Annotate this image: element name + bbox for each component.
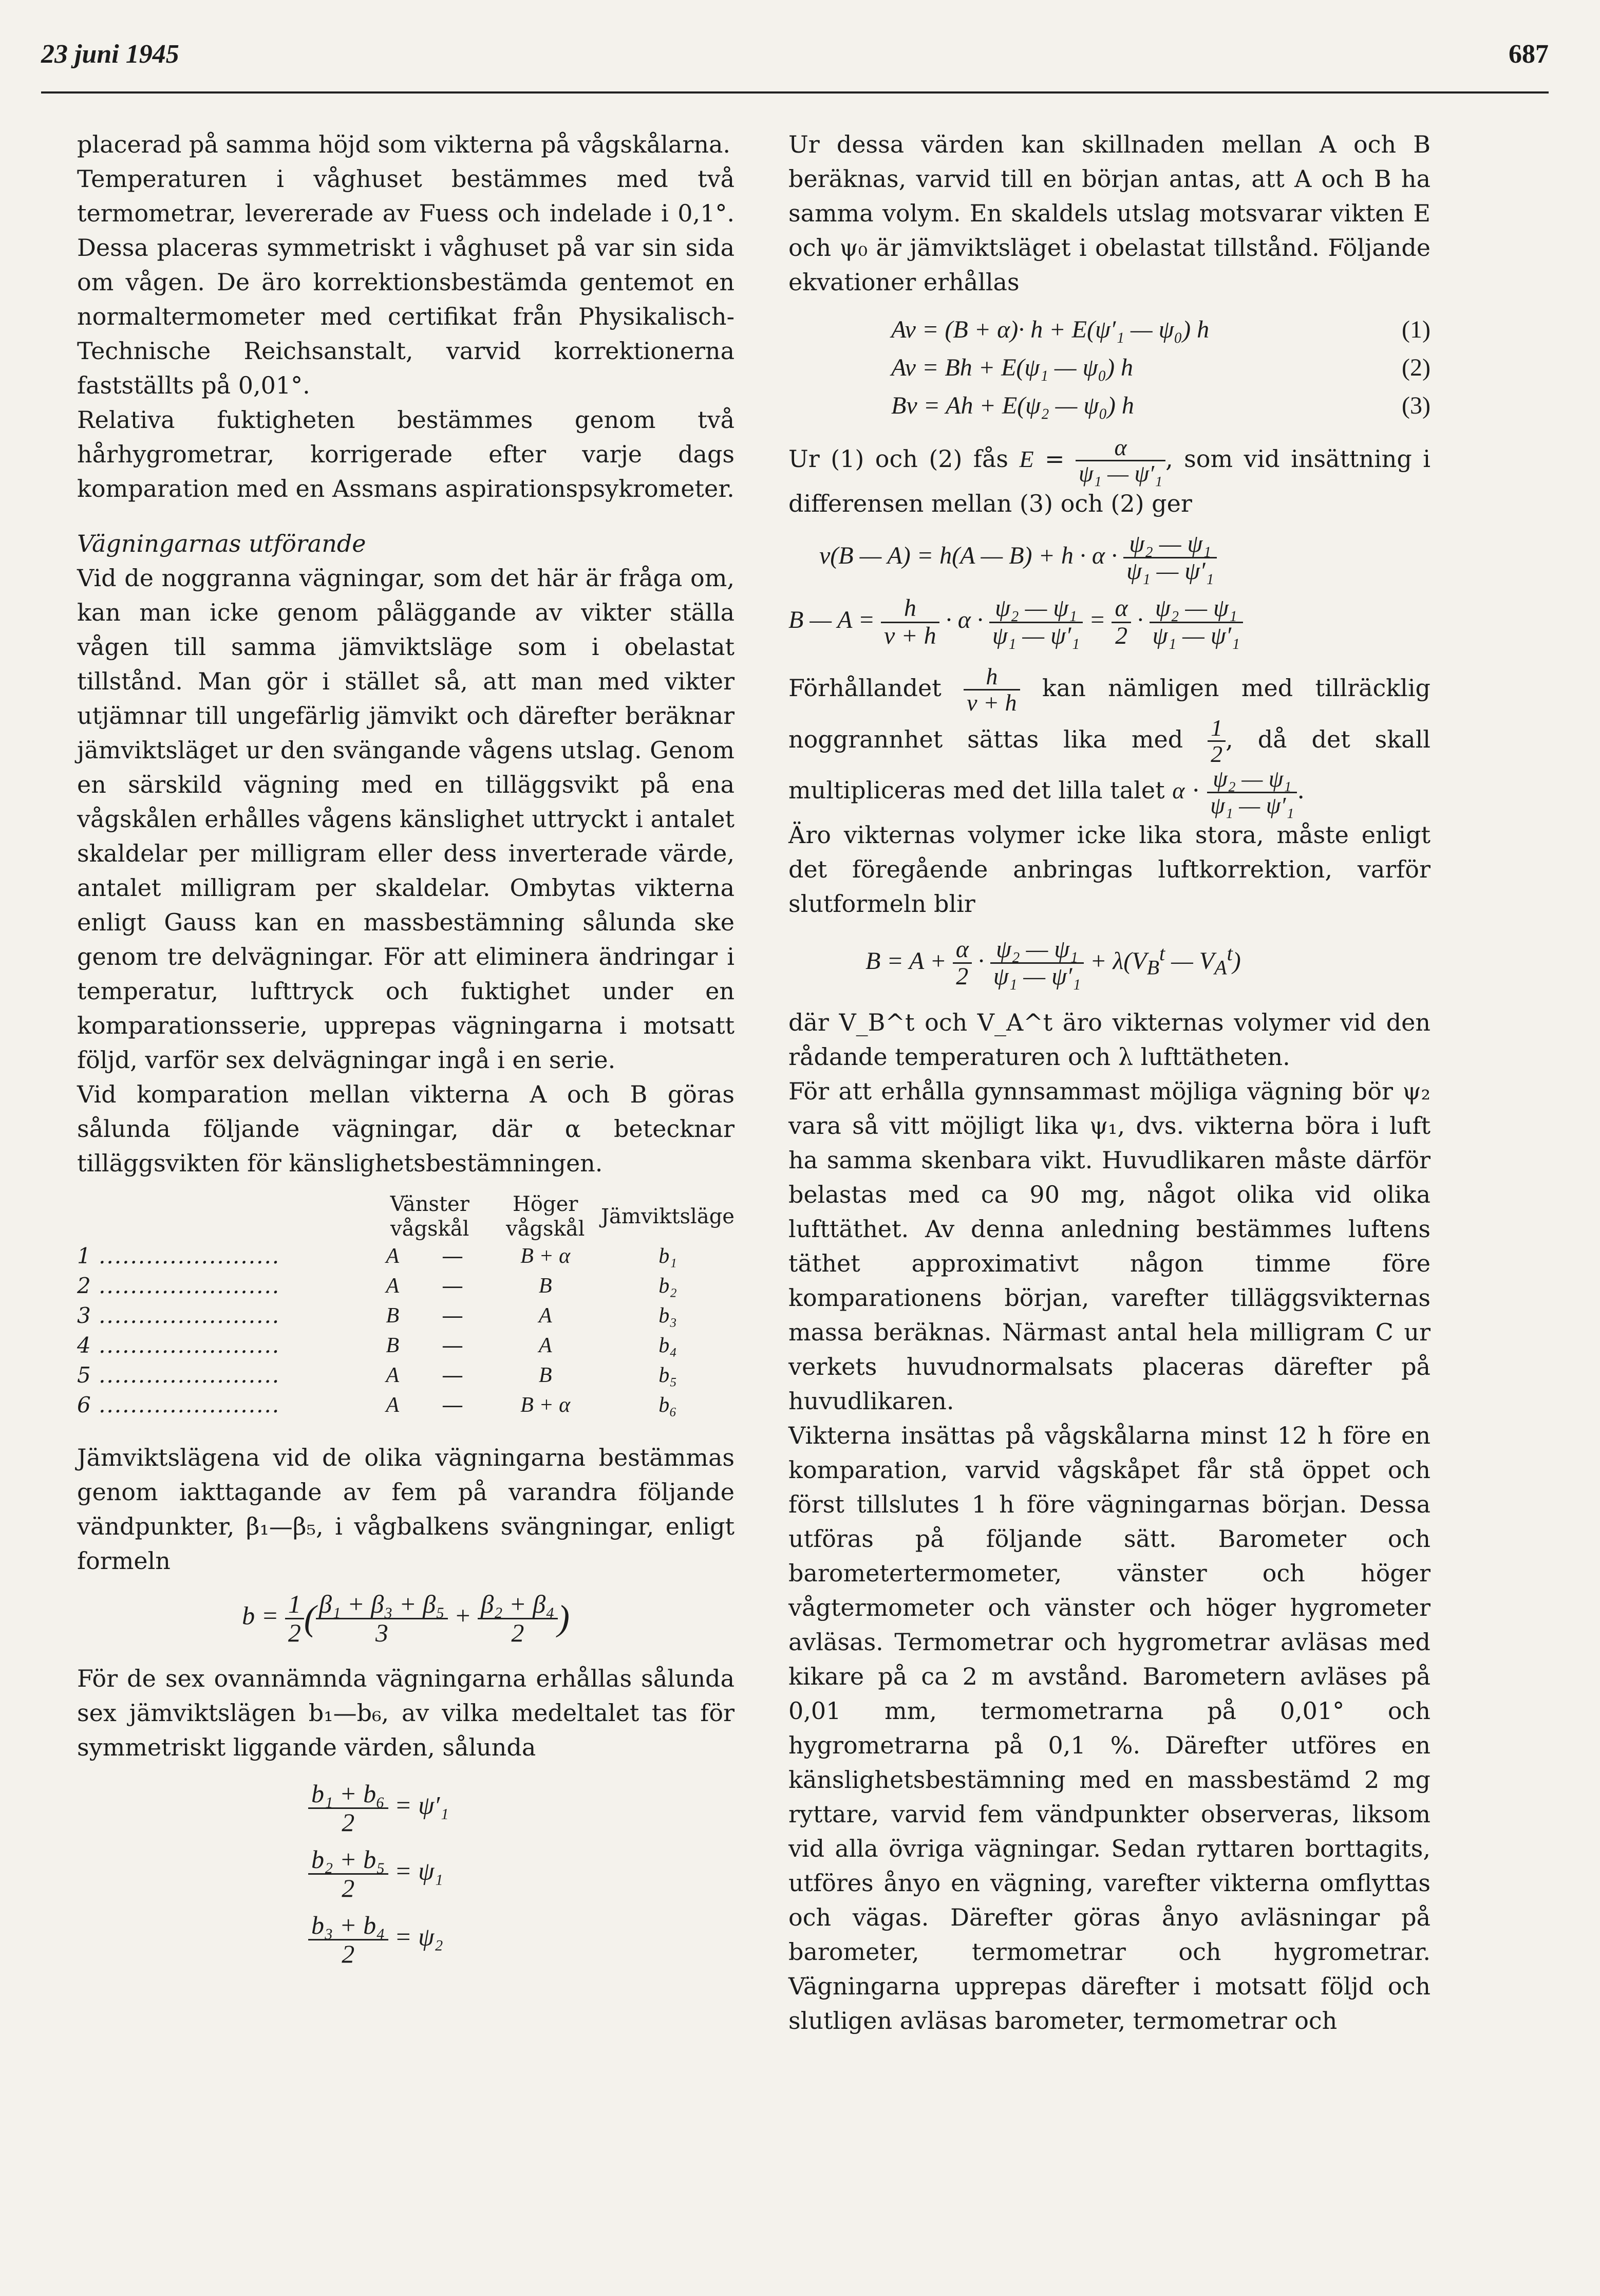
paragraph: För att erhålla gynnsammast möjliga vägning bör ψ₂ vara så vitt möjligt lika ψ₁, dvs. vikterna böra i luft ha samma skenbara vikt. Huvudlikaren måste därför belastas med ca 90 mg, något olika vid olika lufttäthet. Av denna anledning bestämmes luftens täthet approximativt någon timme före komparationens början, varefter tilläggsvikternas massa beräknas. Närmast antal hela milligram C ur verkets huvudnormalsats placeras därefter på huvudlikaren. [788, 1077, 1430, 1415]
paragraph: Äro vikternas volymer icke lika stora, måste enligt det föregående anbringas luftkorrektion, varför slutformeln blir [788, 820, 1430, 918]
paragraph: Ur (1) och (2) fås E = $\frac{\alpha}{\text{ψ₁ — ψ′₁}}$ , som vid insättning i differensen mellan (3) och (2) ger [788, 434, 1431, 517]
formula-psi-mean: $\frac{\text{b₁ + b₆}}{2}$ = ψ′₁ $\frac{\text{b₂ + b₅}}{2}$ = ψ₁ $\frac{\text{b₃ + b₄}}{2}$ = ψ₂ [308, 1780, 735, 1967]
section-heading: Vägningarnas utförande [77, 530, 366, 557]
paragraph: Temperaturen i våghuset bestämmes med två termometrar, levererade av Fuess och indelade i 0,1°. Dessa placeras symmetriskt i våghuset på var sin sida om vågen. De äro korrektionsbestämda gentemot en normaltermometer med certifikat från Physikalisch-Technische Reichsanstalt, varvid korrektionerna fastställts på 0,01°. [77, 165, 735, 399]
page-number: 687 [1509, 40, 1549, 69]
equation-system: Av = (B + α)· h + E(ψ′₁ — ψ₀) h (1) Av = Bh + E(ψ₁ — ψ₀) h (2) Bv = Ah + E(ψ₂ — ψ₀) h (3) [891, 316, 1430, 419]
table-row: 1 ....................... A — B + α b₁ [77, 1243, 677, 1268]
paragraph: där V_B^t och V_A^t äro vikternas volymer vid den rådande temperaturen och λ lufttätheten. [788, 1008, 1430, 1071]
formula-b: b = $\frac{1}{2}$ ( $\frac{\text{β₁ + β₃ + β₅}}{3}$ + $\frac{\text{β₂ + β₄}}{2}$ ) [242, 1590, 570, 1647]
paragraph: Vid komparation mellan vikterna A och B göras sålunda följande vägningar, där α betecknar tilläggsvikten för känslighetsbestämningen. [77, 1080, 735, 1177]
left-column [77, 127, 735, 1967]
table-row: 2 ....................... A — B b₂ [77, 1273, 677, 1298]
right-column [788, 127, 1430, 2038]
paragraph: placerad på samma höjd som vikterna på vågskålarna. [77, 130, 731, 158]
table-row: 4 ....................... B — A b₄ [77, 1333, 677, 1358]
paragraph: Relativa fuktigheten bestämmes genom två hårhygrometrar, korrigerade efter varje dags komparation med en Assmans aspirationspsykrometer. [77, 406, 735, 502]
table-row: 6 ....................... A — B + α b₆ [77, 1392, 677, 1417]
paragraph: Vikterna insättas på vågskålarna minst 12 h före en komparation, varvid vågskåpet får stå öppet och först tillslutes 1 h före vägningarnas början. Dessa utföras på följande sätt. Barometer och barometertermometer, vänster och höger vågtermometer och vänster och höger hygrometer avläsas. Termometrar och hygrometrar avläsas med kikare på ca 2 m avstånd. Barometern avläses på 0,01 mm, termometrarna på 0,01° och hygrometrarna på 0,1 %. Därefter utföres en känslighetsbestämning med en massbestämd 2 mg ryttare, varvid fem vändpunkter observeras, liksom vid alla övriga vägningar. Sedan ryttaren borttagits, utföres ånyo en vägning, varefter vikterna omflyttas och vägas. Därefter göras ånyo avläsningar på barometer, termometrar och hygrometrar. Vägningarna upprepas därefter i motsatt följd och slutligen avläsas barometer, termometrar och [788, 1421, 1430, 2034]
weighing-table [77, 1192, 735, 1420]
header-rule [41, 91, 1549, 94]
col-header-left-pan: Vänster vågskål [390, 1192, 469, 1241]
page-date: 23 juni 1945 [41, 40, 179, 69]
col-header-right-pan: Höger vågskål [505, 1192, 585, 1241]
formula-b-minus-a: B — A = $\frac{h}{v + h}$ · α · $\frac{\text{ψ₂ — ψ₁}}{\text{ψ₁ — ψ′₁}}$ = $\frac{\alpha}{2}$ · $\frac{\text{ψ₂ — ψ₁}}{\text{ψ₁ — ψ′₁}}$ [788, 595, 1430, 649]
paragraph: För de sex ovannämnda vägningarna erhållas sålunda sex jämviktslägen b₁—b₆, av vilka medeltalet tas för symmetriskt liggande värden, sålunda [77, 1665, 735, 1761]
paragraph: Ur dessa värden kan skillnaden mellan A och B beräknas, varvid till en början antas, att A och B ha samma volym. En skaldels utslag motsvarar vikten E och ψ₀ är jämviktsläget i obelastat tillstånd. Följande ekvationer erhållas [788, 130, 1430, 296]
table-row: 5 ....................... A — B b₅ [77, 1362, 677, 1388]
paragraph: Jämviktslägena vid de olika vägningarna bestämmas genom iakttagande av fem på varandra följande vändpunkter, β₁—β₅, i vågbalkens svängningar, enligt formeln [77, 1444, 735, 1575]
paragraph: Förhållandet $\frac{h}{v + h}$ kan nämligen med tillräcklig noggrannhet sättas lika med $\frac{1}{2}$ , då det skall multipliceras med det lilla talet α · $\frac{\text{ψ₂ — ψ₁}}{\text{ψ₁ — ψ′₁}}$ . [788, 663, 1431, 818]
paragraph: Vid de noggranna vägningar, som det här är fråga om, kan man icke genom påläggande av vikter ställa vågen till samma jämviktsläge som i obelastat tillstånd. Man gör i stället så, att man med vikter utjämnar till ungefärlig jämvikt och därefter beräknar jämviktsläget ur den svängande vågens utslag. Genom en särskild vägning med en tilläggsvikt på ena vågskålen erhålles vågens känslighet uttryckt i antalet skaldelar per milligram eller dess inverterade värde, antalet milligram per skaldelar. Ombytas vikterna enligt Gauss kan en massbestämning sålunda ske genom tre delvägningar. För att eliminera ändringar i temperatur, lufttryck och fuktighet under en komparationsserie, upprepas vägningarna i motsatt följd, varför sex delvägningar ingå i en serie. [77, 564, 735, 1074]
formula-difference: v(B — A) = h(A — B) + h · α · $\frac{\text{ψ₂ — ψ₁}}{\text{ψ₁ — ψ′₁}}$ [819, 531, 1430, 585]
formula-final: B = A + $\frac{\alpha}{2}$ · $\frac{\text{ψ₂ — ψ₁}}{\text{ψ₁ — ψ′₁}}$ + $\lambda(V_B^t$ — $V_A^t$) [865, 935, 1241, 991]
table-row: 3 ....................... B — A b₃ [77, 1303, 677, 1328]
col-header-equilibrium: Jämviktsläge [601, 1205, 735, 1228]
